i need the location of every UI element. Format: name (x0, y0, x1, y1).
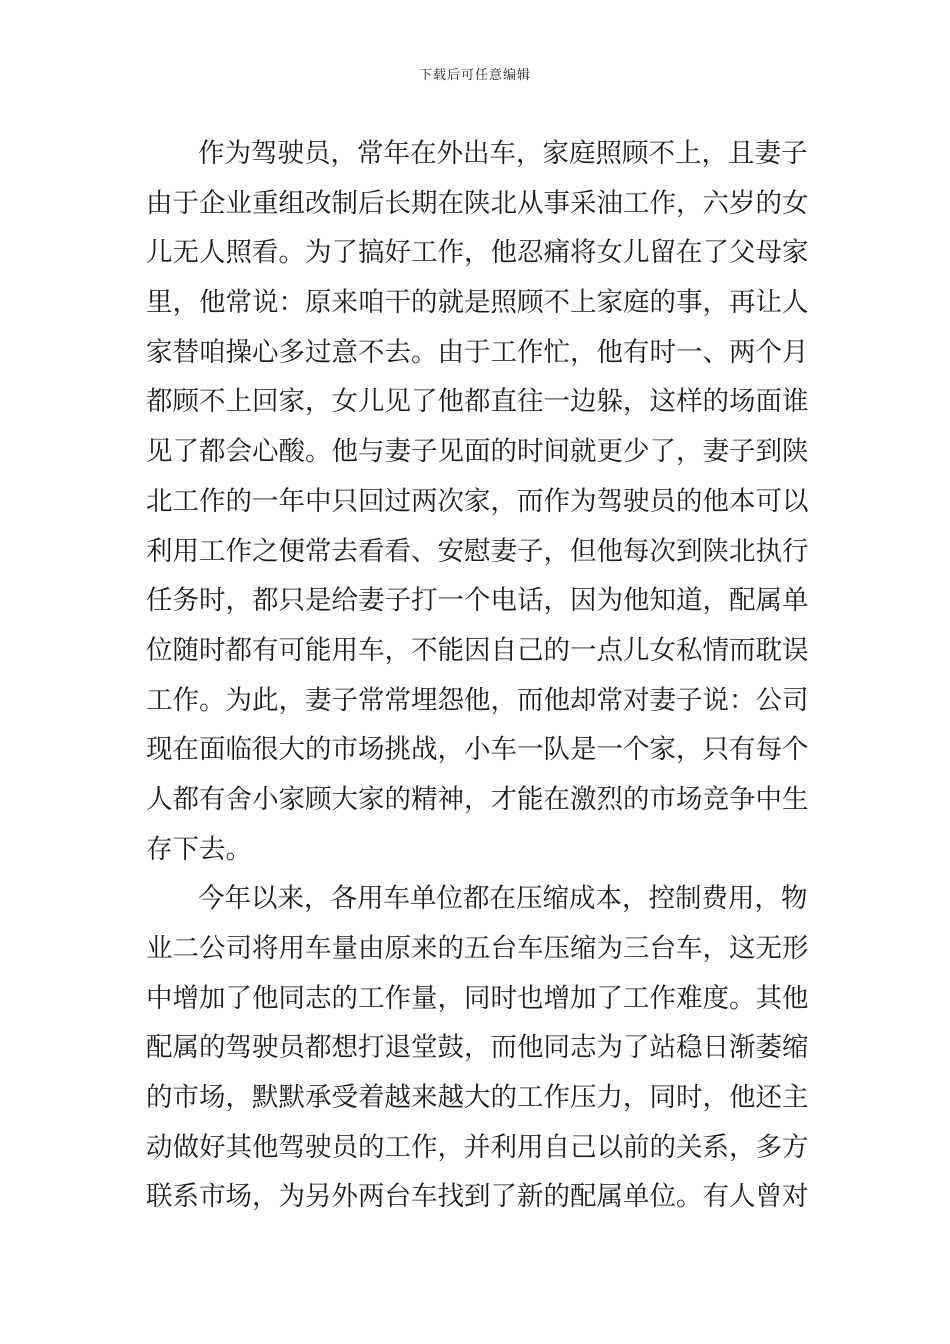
page-header: 下载后可任意编辑 (418, 68, 531, 83)
text-line: 现在面临很大的市场挑战，小车一队是一个家，只有每个 (146, 734, 809, 766)
text-line: 业二公司将用车量由原来的五台车压缩为三台车，这无形 (146, 933, 809, 964)
text-line: 见了都会心酸。他与妻子见面的时间就更少了，妻子到陕 (146, 436, 809, 468)
text-line: 位随时都有可能用车，不能因自己的一点儿女私情而耽误 (146, 634, 809, 666)
text-line: 北工作的一年中只回过两次家，而作为驾驶员的他本可以 (146, 485, 809, 517)
text-line: 都顾不上回家，女儿见了他都直往一边躲，这样的场面谁 (146, 386, 809, 418)
text-line: 家替咱操心多过意不去。由于工作忙，他有时一、两个月 (146, 336, 809, 368)
text-line: 作为驾驶员，常年在外出车，家庭照顾不上，且妻子 (198, 138, 808, 169)
text-line: 中增加了他同志的工作量，同时也增加了工作难度。其他 (146, 982, 809, 1014)
paragraph-1 (146, 129, 809, 874)
text-line: 存下去。 (146, 833, 252, 865)
text-line: 任务时，都只是给妻子打一个电话，因为他知道，配属单 (146, 585, 809, 617)
text-line: 人都有舍小家顾大家的精神，才能在激烈的市场竞争中生 (146, 783, 809, 815)
text-line: 动做好其他驾驶员的工作，并利用自己以前的关系，多方 (146, 1131, 809, 1163)
text-line: 联系市场，为另外两台车找到了新的配属单位。有人曾对 (146, 1181, 809, 1213)
paragraph-2 (146, 874, 809, 1222)
text-line: 的市场，默默承受着越来越大的工作压力，同时，他还主 (146, 1082, 809, 1114)
text-line: 今年以来，各用车单位都在压缩成本，控制费用，物 (198, 883, 808, 915)
text-line: 利用工作之便常去看看、安慰妻子，但他每次到陕北执行 (146, 535, 809, 567)
text-line: 配属的驾驶员都想打退堂鼓，而他同志为了站稳日渐萎缩 (146, 1032, 809, 1064)
text-line: 里，他常说：原来咱干的就是照顾不上家庭的事，再让人 (146, 287, 809, 319)
document-body (146, 129, 809, 1222)
text-line: 工作。为此，妻子常常埋怨他，而他却常对妻子说：公司 (146, 684, 809, 716)
text-line: 儿无人照看。为了搞好工作，他忍痛将女儿留在了父母家 (146, 237, 809, 269)
text-line: 由于企业重组改制后长期在陕北从事采油工作，六岁的女 (146, 187, 809, 219)
